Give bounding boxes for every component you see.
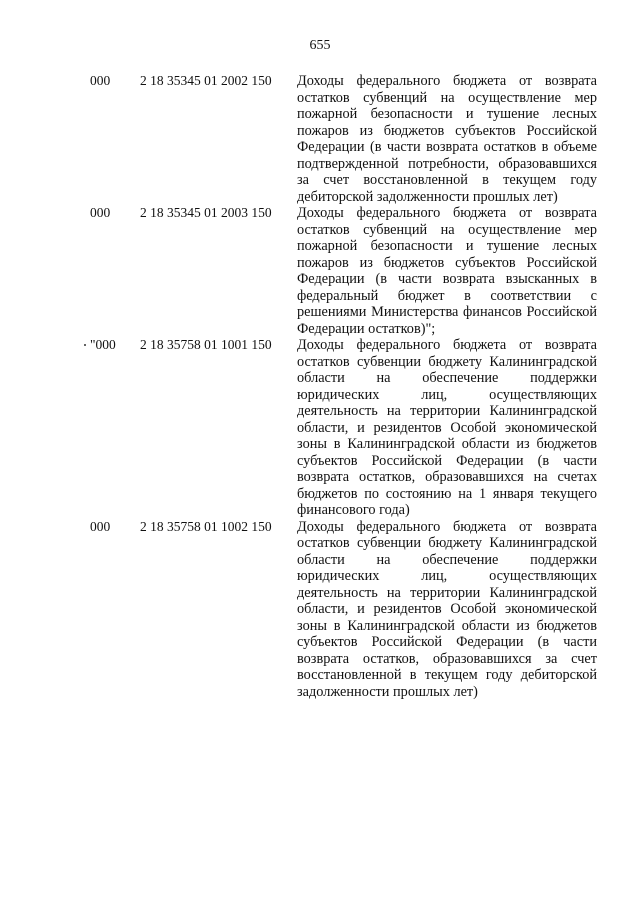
admin-code: 000 (90, 205, 111, 220)
classification-code: 2 18 35758 01 1002 150 (140, 518, 272, 534)
table-row (0, 73, 640, 205)
classification-code: 2 18 35758 01 1001 150 (140, 337, 272, 352)
admin-code: 000 (90, 73, 111, 88)
table-row (0, 337, 640, 519)
page-number: 655 (309, 38, 331, 53)
table-row (0, 519, 640, 701)
income-description: Доходы федерального бюджета от возврата остатков субвенций на осуществление мер пожарной безопасности и тушение лесных пожаров из бюджетов субъектов Российской Федерации (в части возврата остатков в объеме подтвержденной потребности, образовавшихся за счет восстановленной в текущем году дебиторской задолженности прошлых лет) (297, 73, 597, 205)
admin-code: "000 (90, 337, 116, 352)
income-description: Доходы федерального бюджета от возврата остатков субвенции бюджету Калининградской области на обеспечение поддержки юридических лиц, осуществляющих деятельность на территории Калининградской области, и резидентов Особой экономической зоны в Калининградской области из бюджетов субъектов Российской Федерации (в части возврата остатков, образовавшихся на счетах бюджетов по состоянию на 1 января текущего финансового года) (297, 337, 597, 518)
budget-code-table (0, 73, 640, 700)
table-row (0, 205, 640, 337)
income-description: Доходы федерального бюджета от возврата остатков субвенции бюджету Калининградской области на обеспечение поддержки юридических лиц, осуществляющих деятельность на территории Калининградской области, и резидентов Особой экономической зоны в Калининградской области из бюджетов субъектов Российской Федерации (в части возврата остатков, образовавшихся за счет восстановленной в текущем году дебиторской задолженности прошлых лет) (297, 518, 597, 700)
classification-code: 2 18 35345 01 2002 150 (140, 73, 272, 88)
admin-code: 000 (90, 518, 111, 534)
margin-mark (84, 344, 86, 346)
income-description: Доходы федерального бюджета от возврата остатков субвенций на осуществление мер пожарной безопасности и тушение лесных пожаров из бюджетов субъектов Российской Федерации (в части возврата взысканных в федеральный бюджет в соответствии с решениями Министерства финансов Российской Федерации остатков)"; (297, 205, 597, 337)
classification-code: 2 18 35345 01 2003 150 (140, 205, 272, 220)
